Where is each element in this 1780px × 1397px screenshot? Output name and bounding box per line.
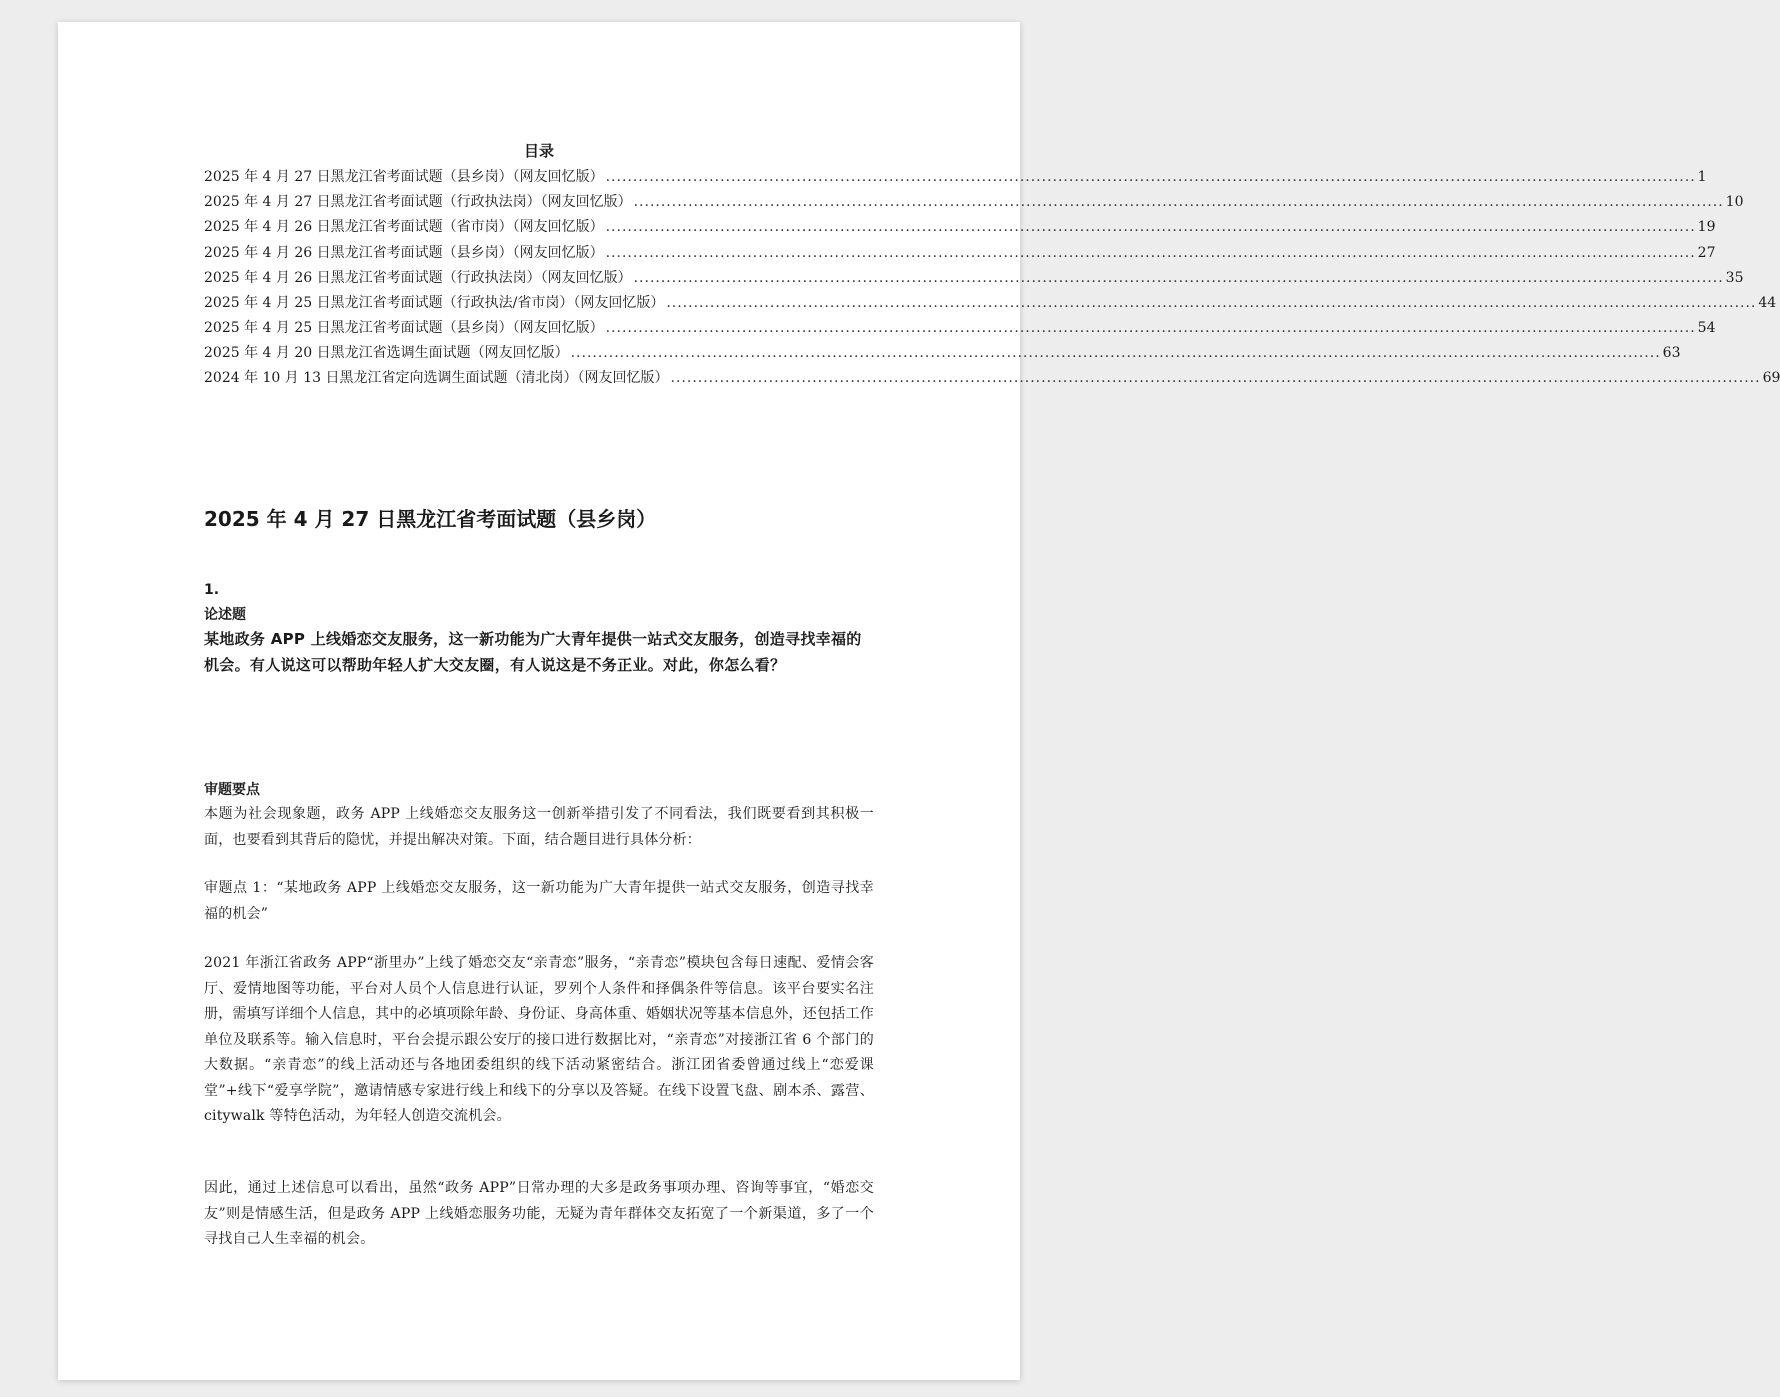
toc-leader-dots: ........................................................................................................................................................................................................ [605, 244, 1696, 261]
analysis-paragraph: 2021 年浙江省政务 APP“浙里办”上线了婚恋交友“亲青恋”服务，“亲青恋”模块包含每日速配、爱情会客厅、爱情地图等功能，平台对人员个人信息进行认证，罗列个人条件和择偶条件等信息。该平台要实名注册，需填写详细个人信息，其中的必填项除年龄、身份证、身高体重、婚姻状况等基本信息外，还包括工作单位及联系等。输入信息时，平台会提示跟公安厅的接口进行数据比对，“亲青恋”对接浙江省 6 个部门的大数据。“亲青恋”的线上活动还与各地团委组织的线下活动紧密结合。浙江团省委曾通过线上“恋爱课堂”+线下“爱享学院”，邀请情感专家进行线上和线下的分享以及答疑。在线下设置飞盘、剧本杀、露营、citywalk 等特色活动，为年轻人创造交流机会。 [204, 955, 874, 1124]
toc-entry[interactable] [204, 241, 1716, 266]
toc-entry-text: 2025 年 4 月 26 日黑龙江省考面试题（县乡岗）（网友回忆版） [204, 244, 604, 261]
toc-entry[interactable] [204, 316, 1716, 341]
analysis-paragraph: 本题为社会现象题，政务 APP 上线婚恋交友服务这一创新举措引发了不同看法，我们既要看到其积极一面，也要看到其背后的隐忧，并提出解决对策。下面，结合题目进行具体分析： [204, 806, 874, 848]
toc-entry-page: 1 [1697, 168, 1707, 185]
toc-entry-text: 2024 年 10 月 13 日黑龙江省定向选调生面试题（清北岗）（网友回忆版） [204, 370, 669, 387]
analysis-paragraph: 审题点 1：“某地政务 APP 上线婚恋交友服务，这一新功能为广大青年提供一站式交友服务，创造寻找幸福的机会” [204, 880, 874, 922]
toc-entry-page: 10 [1725, 194, 1744, 211]
toc-entry-text: 2025 年 4 月 26 日黑龙江省考面试题（行政执法岗）（网友回忆版） [204, 269, 632, 286]
toc-entry-page: 19 [1697, 219, 1716, 236]
analysis-heading: 审题要点 [204, 782, 260, 798]
question-type: 论述题 [204, 607, 246, 623]
toc-title: 目录 [523, 142, 554, 160]
toc-entry-text: 2025 年 4 月 25 日黑龙江省考面试题（行政执法/省市岗）（网友回忆版） [204, 294, 665, 311]
toc-entry-text: 2025 年 4 月 20 日黑龙江省选调生面试题（网友回忆版） [204, 345, 569, 362]
document-page [58, 22, 1780, 1380]
toc-entry-page: 69 [1762, 370, 1780, 387]
toc-entry-page: 44 [1758, 294, 1777, 311]
toc-entry-text: 2025 年 4 月 27 日黑龙江省考面试题（县乡岗）（网友回忆版） [204, 168, 604, 185]
toc-leader-dots: ........................................................................................................................................................................................................ [570, 345, 1661, 362]
toc-leader-dots: ........................................................................................................................................................................................................ [605, 168, 1696, 185]
toc-entry[interactable] [204, 215, 1716, 240]
toc-entry-page: 35 [1725, 269, 1744, 286]
toc-entry-text: 2025 年 4 月 26 日黑龙江省考面试题（省市岗）（网友回忆版） [204, 219, 604, 236]
toc-entry-text: 2025 年 4 月 25 日黑龙江省考面试题（县乡岗）（网友回忆版） [204, 320, 604, 337]
toc-leader-dots: ........................................................................................................................................................................................................ [633, 269, 1724, 286]
toc-leader-dots: ........................................................................................................................................................................................................ [633, 194, 1724, 211]
section-title: 2025 年 4 月 27 日黑龙江省考面试题（县乡岗） [204, 507, 657, 531]
analysis-paragraph: 因此，通过上述信息可以看出，虽然“政务 APP”日常办理的大多是政务事项办理、咨询等事宜，“婚恋交友”则是情感生活，但是政务 APP 上线婚恋服务功能，无疑为青年群体交友拓宽了一个新渠道，多了一个寻找自己人生幸福的机会。 [204, 1180, 874, 1247]
toc-leader-dots: ........................................................................................................................................................................................................ [605, 320, 1696, 337]
toc-leader-dots: ........................................................................................................................................................................................................ [670, 370, 1761, 387]
toc-entry[interactable] [204, 291, 1777, 316]
toc-entry-page: 27 [1697, 244, 1716, 261]
table-of-contents [204, 165, 1780, 392]
toc-leader-dots: ........................................................................................................................................................................................................ [605, 219, 1696, 236]
toc-entry[interactable] [204, 266, 1744, 291]
toc-entry-page: 63 [1662, 345, 1681, 362]
question-number: 1. [204, 582, 220, 598]
question-text: 某地政务 APP 上线婚恋交友服务，这一新功能为广大青年提供一站式交友服务，创造寻找幸福的机会。有人说这可以帮助年轻人扩大交友圈，有人说这是不务正业。对此，你怎么看？ [204, 630, 862, 674]
toc-entry[interactable] [204, 367, 1780, 392]
page-content [204, 140, 1780, 1247]
toc-entry-page: 54 [1697, 320, 1716, 337]
toc-entry[interactable] [204, 341, 1681, 366]
toc-entry-text: 2025 年 4 月 27 日黑龙江省考面试题（行政执法岗）（网友回忆版） [204, 194, 632, 211]
toc-entry[interactable] [204, 190, 1744, 215]
toc-leader-dots: ........................................................................................................................................................................................................ [666, 294, 1757, 311]
toc-entry[interactable] [204, 165, 1707, 190]
